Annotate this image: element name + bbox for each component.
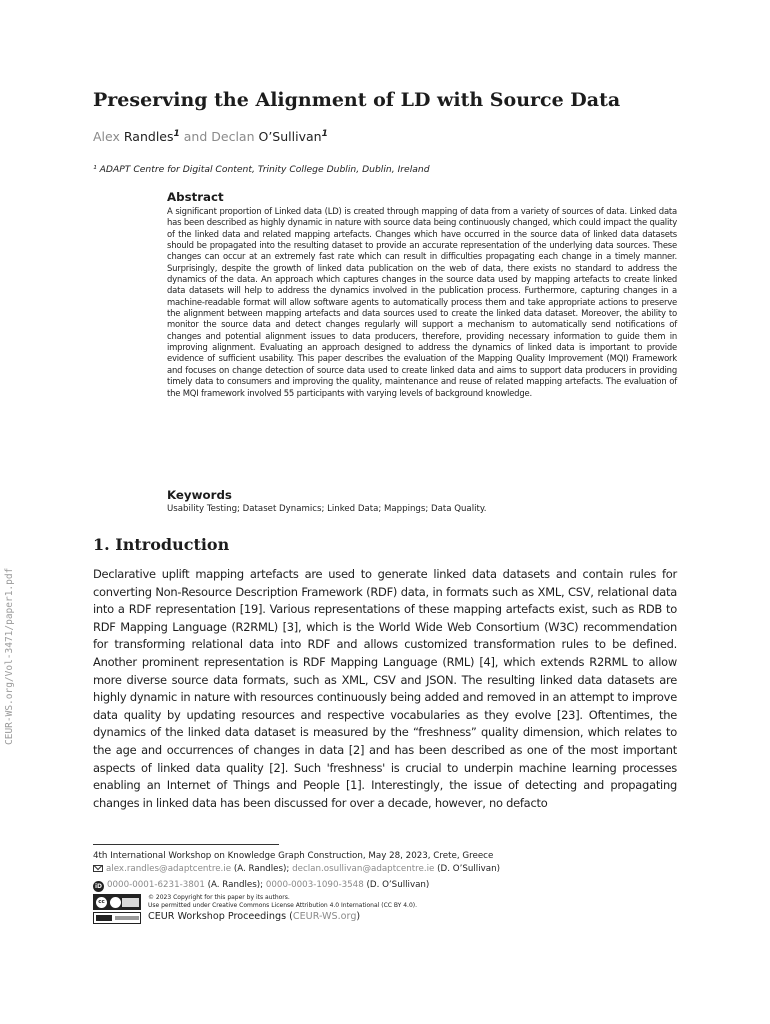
email-owner-osullivan: (D. O’Sullivan)	[437, 864, 500, 874]
proceedings-name: CEUR Workshop Proceedings	[148, 911, 287, 922]
abstract-heading: Abstract	[167, 190, 224, 204]
author-list	[93, 129, 328, 144]
author-2-family: O’Sullivan	[258, 129, 322, 145]
author-1-affil-mark: 1	[173, 129, 180, 139]
footnote-workshop: 4th International Workshop on Knowledge Graph Construction, May 28, 2023, Crete, Greece	[93, 851, 494, 861]
paper-title: Preserving the Alignment of LD with Source Data	[93, 89, 621, 111]
badge-strip	[122, 898, 139, 907]
email-link-randles[interactable]: alex.randles@adaptcentre.ie	[106, 864, 232, 874]
keywords-text: Usability Testing; Dataset Dynamics; Linked Data; Mappings; Data Quality.	[167, 504, 487, 514]
proceedings-open-paren: (	[289, 911, 293, 922]
author-1-family: Randles	[123, 129, 174, 145]
email-link-osullivan[interactable]: declan.osullivan@adaptcentre.ie	[292, 864, 435, 874]
orcid-owner-osullivan: (D. O’Sullivan)	[366, 880, 430, 890]
orcid-link-randles[interactable]: 0000-0001-6231-3801	[107, 880, 205, 890]
proceedings-close-paren: )	[356, 911, 361, 922]
affiliation: ¹ ADAPT Centre for Digital Content, Trinity College Dublin, Dublin, Ireland	[93, 164, 430, 175]
proceedings-link[interactable]: CEUR-WS.org	[292, 911, 357, 922]
orcid-icon: iD	[94, 883, 103, 890]
copyright-line: © 2023 Copyright for this paper by its authors.	[148, 894, 290, 901]
cc-by-badge[interactable]	[93, 894, 141, 910]
section-heading-introduction: 1. Introduction	[93, 535, 230, 554]
author-2-affil-mark: 1	[321, 129, 328, 139]
by-icon	[110, 897, 121, 908]
author-2-given: Declan	[211, 129, 255, 145]
footnote-emails	[93, 864, 500, 874]
cc-icon: cc	[96, 897, 107, 908]
footnote-orcids	[93, 880, 429, 892]
footnote-rule	[93, 844, 279, 845]
side-url-text: CEUR-WS.org/Vol-3471/paper1.pdf	[4, 567, 15, 745]
orcid-link-osullivan[interactable]: 0000-0003-1090-3548	[265, 880, 364, 890]
email-owner-randles: (A. Randles);	[233, 864, 290, 874]
orcid-owner-randles: (A. Randles);	[207, 880, 264, 890]
author-1-given: Alex	[93, 129, 120, 145]
introduction-body: Declarative uplift mapping artefacts are used to generate linked data datasets and contain rules for converting Non-Resource Description Framework (RDF) data, in formats such as XML, CSV, relational data into a RDF representation [19]. Various representations of these mapping artefacts exist, such as RDB to RDF Mapping Language (R2RML) [3], which is the World Wide Web Consortium (W3C) recommendation for transforming relational data into RDF and allows customized transformation rules to be defined. Another prominent representation is RDF Mapping Language (RML) [4], which extends R2RML to allow more diverse source data formats, such as XML, CSV and JSON. The resulting linked data datasets are highly dynamic in nature with resources continuously being added and removed in an attempt to improve data quality by updating resources and respective vocabularies as they evolve [23]. Oftentimes, the dynamics of the linked data dataset is measured by the “freshness” quality dimension, which relates to the age and occurrences of changes in data [2] and has been described as one of the most important aspects of linked data quality [2]. Such 'freshness' is crucial to underpin machine learning processes enabling an Internet of Things and People [1]. Interestingly, the issue of detecting and propagating changes in linked data has been discussed for over a decade, however, no defacto	[93, 567, 677, 810]
side-url-stamp	[4, 545, 18, 745]
abstract-text: A significant proportion of Linked data (LD) is created through mapping of data from a variety of sources of data. Linked data has been described as highly dynamic in nature with source data being continuously changed, which could impact the quality of the linked data and related mapping artefacts. Changes which have occurred in the source data of linked data datasets should be propagated into the resulting dataset to provide an accurate representation of the underlying data sources. These changes can occur at an extremely fast rate which can result in difficulties propagating each change in a timely manner. Surprisingly, despite the growth of linked data publication on the web of data, there exists no standard to address the dynamics of the data. An approach which captures changes in the source data used by mapping artefacts to create linked data datasets will help to address the dynamics involved in the publication process. Furthermore, capturing changes in a machine-readable format will allow software agents to automatically process them and take appropriate actions to preserve the alignment between mapping artefacts and data sources used to create the linked data dataset. Moreover, the ability to monitor the source data and detect changes regularly will support a mechanism to automatically send notifications of changes and potential alignment issues to data producers, therefore, providing necessary information to guide them in improving alignment. Evaluating an approach designed to address the dynamics of linked data is important to provide evidence of sufficient usability. This paper describes the evaluation of the Mapping Quality Improvement (MQI) Framework and focuses on change detection of source data used to create linked data and aims to support data producers in providing timely data to consumers and improving the quality, maintenance and reuse of related mapping artefacts. The evaluation of the MQI framework involved 55 participants with varying levels of background knowledge.	[167, 206, 677, 398]
ceur-logo	[93, 912, 141, 924]
keywords-heading: Keywords	[167, 488, 232, 502]
envelope-icon	[93, 865, 103, 872]
author-joiner: and	[183, 129, 208, 145]
footnote-proceedings	[148, 911, 360, 922]
license-line: Use permitted under Creative Commons License Attribution 4.0 International (CC BY 4.0).	[148, 902, 418, 909]
